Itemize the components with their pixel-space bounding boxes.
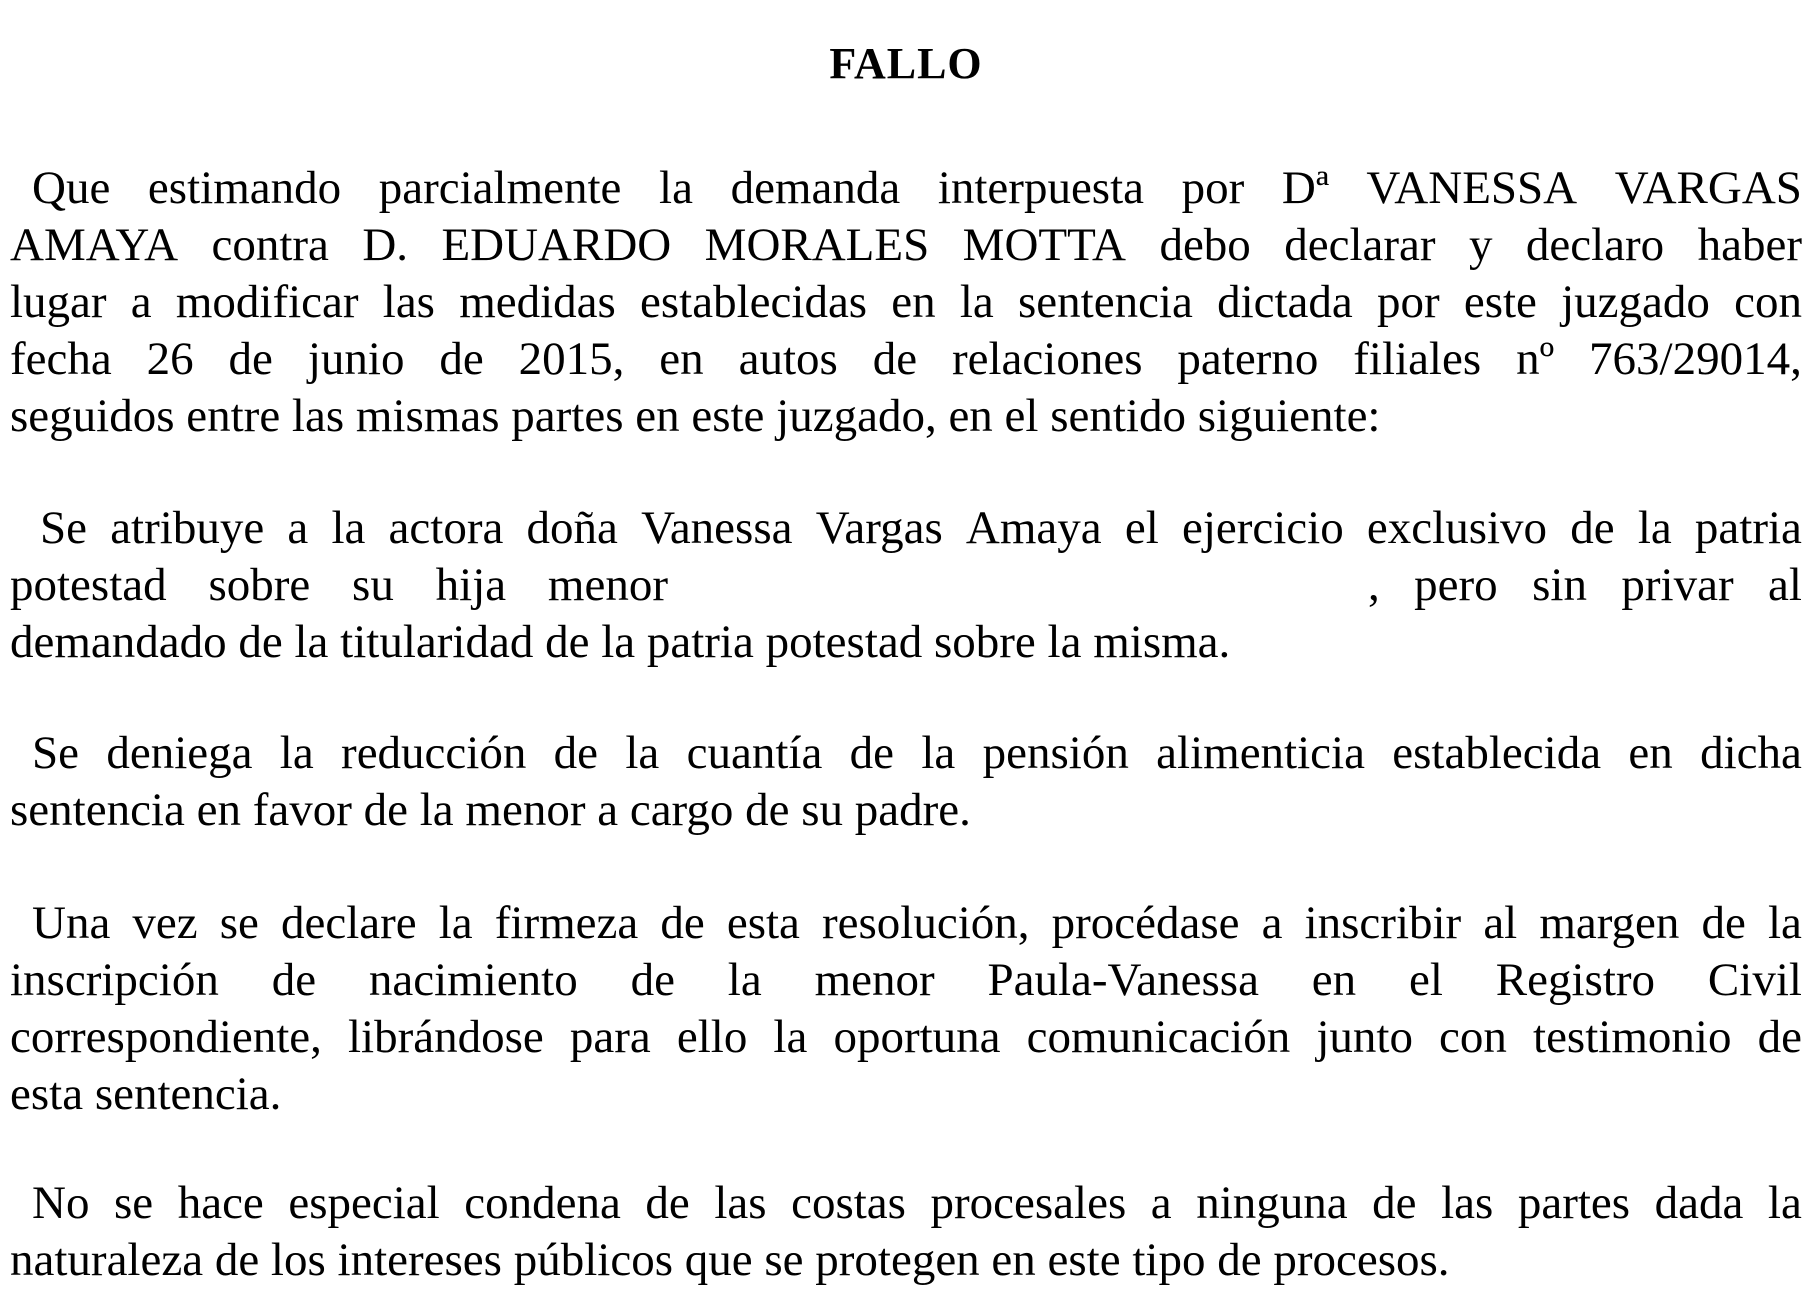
word: potestad xyxy=(10,559,167,611)
word: vez xyxy=(132,897,198,949)
word: condena xyxy=(464,1177,621,1229)
word: margen xyxy=(1539,897,1680,949)
word: de xyxy=(271,954,317,1006)
word: menor xyxy=(547,559,668,611)
word: Registro xyxy=(1495,954,1656,1006)
word: junio xyxy=(307,333,405,385)
word: de xyxy=(228,333,273,385)
word: debo xyxy=(1159,219,1251,271)
word: de xyxy=(1701,897,1746,949)
word: parcialmente xyxy=(378,162,622,214)
word: AMAYA xyxy=(10,219,179,271)
word: demanda xyxy=(730,162,901,214)
word: establecidas xyxy=(640,276,868,328)
word: VANESSA xyxy=(1366,162,1578,214)
word: ninguna xyxy=(1196,1177,1348,1229)
word: este xyxy=(1463,276,1537,328)
word: juzgado xyxy=(1561,276,1710,328)
word: inscripción xyxy=(10,954,219,1006)
word: el xyxy=(1124,502,1159,554)
word: testimonio xyxy=(1533,1011,1732,1063)
word: filiales xyxy=(1353,333,1482,385)
word: declare xyxy=(280,897,417,949)
word: la xyxy=(279,727,314,779)
word: estimando xyxy=(147,162,342,214)
word: para xyxy=(569,1011,651,1063)
word: reducción xyxy=(341,727,527,779)
word: procesales xyxy=(930,1177,1127,1229)
word: deniega xyxy=(106,727,253,779)
word: a xyxy=(1261,897,1283,949)
word: con xyxy=(1439,1011,1507,1063)
word: la xyxy=(1767,1177,1802,1229)
word: Amaya xyxy=(965,502,1102,554)
word: VARGAS xyxy=(1614,162,1802,214)
word: se xyxy=(114,1177,154,1229)
word: de xyxy=(645,1177,690,1229)
word: la xyxy=(625,727,660,779)
word: en xyxy=(1311,954,1357,1006)
word: la xyxy=(921,727,956,779)
word: partes xyxy=(1517,1177,1631,1229)
word: la xyxy=(773,1011,808,1063)
word: contra xyxy=(211,219,329,271)
paragraph-line xyxy=(10,557,1802,614)
word: junto xyxy=(1316,1011,1413,1063)
word: interpuesta xyxy=(937,162,1145,214)
word: MORALES xyxy=(704,219,930,271)
word: sobre xyxy=(208,559,311,611)
word: cuantía xyxy=(686,727,823,779)
word: se xyxy=(219,897,259,949)
word: la xyxy=(1767,897,1802,949)
word: esta xyxy=(726,897,800,949)
word: 2015, xyxy=(518,333,625,385)
word: declaro xyxy=(1525,219,1665,271)
paragraph-line-right xyxy=(1368,557,1802,614)
word: su xyxy=(352,559,394,611)
word: patria xyxy=(1694,502,1802,554)
word: alimenticia xyxy=(1156,727,1365,779)
word: procédase xyxy=(1051,897,1240,949)
paragraph-line-left xyxy=(10,557,668,614)
paragraph-line xyxy=(10,331,1802,388)
paragraph-line: sentencia en favor de la menor a cargo de su padre. xyxy=(10,784,971,836)
word: la xyxy=(438,897,473,949)
word: pero xyxy=(1414,559,1498,611)
word: inscribir xyxy=(1304,897,1462,949)
word: oportuna xyxy=(833,1011,1001,1063)
page-title: FALLO xyxy=(829,39,983,88)
word: librándose xyxy=(348,1011,544,1063)
word: en xyxy=(891,276,936,328)
word: de xyxy=(553,727,599,779)
word: , xyxy=(1368,559,1380,611)
word: hace xyxy=(177,1177,264,1229)
word: doña xyxy=(526,502,618,554)
paragraph-line xyxy=(10,500,1802,557)
word: MOTTA xyxy=(962,219,1127,271)
paragraph-line xyxy=(10,160,1802,217)
word: y xyxy=(1468,219,1493,271)
word: en xyxy=(1628,727,1673,779)
word: Se xyxy=(32,727,79,779)
word: establecida xyxy=(1392,727,1602,779)
word: a xyxy=(130,276,152,328)
paragraph-alimony xyxy=(10,725,1802,839)
word: la xyxy=(659,162,693,214)
word: dictada xyxy=(1217,276,1353,328)
word: ello xyxy=(676,1011,748,1063)
word: haber xyxy=(1697,219,1802,271)
word: Dª xyxy=(1281,162,1329,214)
paragraph-parental-authority xyxy=(10,500,1802,671)
word: las xyxy=(1441,1177,1494,1229)
word: de xyxy=(660,897,705,949)
paragraph-line: seguidos entre las mismas partes en este juzgado, en el sentido siguiente: xyxy=(10,390,1381,442)
word: Vanessa xyxy=(641,502,793,554)
word: en xyxy=(659,333,704,385)
word: a xyxy=(287,502,309,554)
word: ejercicio xyxy=(1181,502,1344,554)
word: Se xyxy=(40,502,87,554)
word: sentencia xyxy=(1018,276,1193,328)
word: lugar xyxy=(10,276,107,328)
paragraph-line: demandado de la titularidad de la patria potestad sobre la misma. xyxy=(10,616,1231,668)
word: Vargas xyxy=(815,502,943,554)
word: Que xyxy=(32,162,111,214)
word: Civil xyxy=(1707,954,1802,1006)
word: pensión xyxy=(982,727,1129,779)
word: las xyxy=(714,1177,767,1229)
word: EDUARDO xyxy=(441,219,672,271)
word: autos xyxy=(738,333,838,385)
word: de xyxy=(1757,1011,1802,1063)
word: la xyxy=(331,502,366,554)
word: de xyxy=(630,954,675,1006)
word: atribuye xyxy=(110,502,265,554)
word: comunicación xyxy=(1026,1011,1291,1063)
word: hija xyxy=(435,559,507,611)
word: nº xyxy=(1516,333,1555,385)
word: al xyxy=(1483,897,1518,949)
paragraph-line xyxy=(10,952,1802,1009)
word: paterno xyxy=(1177,333,1319,385)
word: por xyxy=(1376,276,1440,328)
word: D. xyxy=(362,219,409,271)
paragraph-costs xyxy=(10,1175,1802,1289)
paragraph-line xyxy=(10,217,1802,274)
paragraph-line xyxy=(10,274,1802,331)
paragraph-ruling-intro xyxy=(10,160,1802,445)
word: Paula-Vanessa xyxy=(987,954,1259,1006)
word: la xyxy=(1637,502,1672,554)
word: el xyxy=(1409,954,1443,1006)
word: privar xyxy=(1621,559,1734,611)
word: dicha xyxy=(1700,727,1802,779)
word: exclusivo xyxy=(1366,502,1548,554)
word: de xyxy=(849,727,895,779)
word: declarar xyxy=(1284,219,1436,271)
word: de xyxy=(439,333,484,385)
word: fecha xyxy=(10,333,112,385)
word: nacimiento xyxy=(368,954,578,1006)
word: al xyxy=(1768,559,1802,611)
word: sin xyxy=(1532,559,1587,611)
word: resolución, xyxy=(822,897,1030,949)
paragraph-line xyxy=(10,1175,1802,1232)
word: 763/29014, xyxy=(1589,333,1802,385)
paragraph-civil-registry xyxy=(10,895,1802,1123)
word: 26 xyxy=(146,333,194,385)
word: dada xyxy=(1654,1177,1744,1229)
word: firmeza xyxy=(494,897,639,949)
paragraph-line: naturaleza de los intereses públicos que se protegen en este tipo de procesos. xyxy=(10,1234,1450,1286)
word: medidas xyxy=(459,276,616,328)
word: modificar xyxy=(175,276,359,328)
paragraph-line xyxy=(10,1009,1802,1066)
paragraph-line: esta sentencia. xyxy=(10,1068,282,1120)
word: Una xyxy=(32,897,111,949)
word: la xyxy=(959,276,994,328)
word: especial xyxy=(288,1177,440,1229)
word: menor xyxy=(814,954,935,1006)
word: de xyxy=(1570,502,1615,554)
word: a xyxy=(1150,1177,1172,1229)
word: las xyxy=(382,276,435,328)
word: con xyxy=(1734,276,1802,328)
paragraph-line xyxy=(10,895,1802,952)
word: por xyxy=(1181,162,1245,214)
paragraph-line xyxy=(10,725,1802,782)
word: de xyxy=(872,333,918,385)
word: correspondiente, xyxy=(10,1011,322,1063)
word: la xyxy=(727,954,762,1006)
word: relaciones xyxy=(951,333,1143,385)
word: No xyxy=(32,1177,90,1229)
word: de xyxy=(1372,1177,1417,1229)
word: costas xyxy=(791,1177,906,1229)
word: actora xyxy=(388,502,504,554)
